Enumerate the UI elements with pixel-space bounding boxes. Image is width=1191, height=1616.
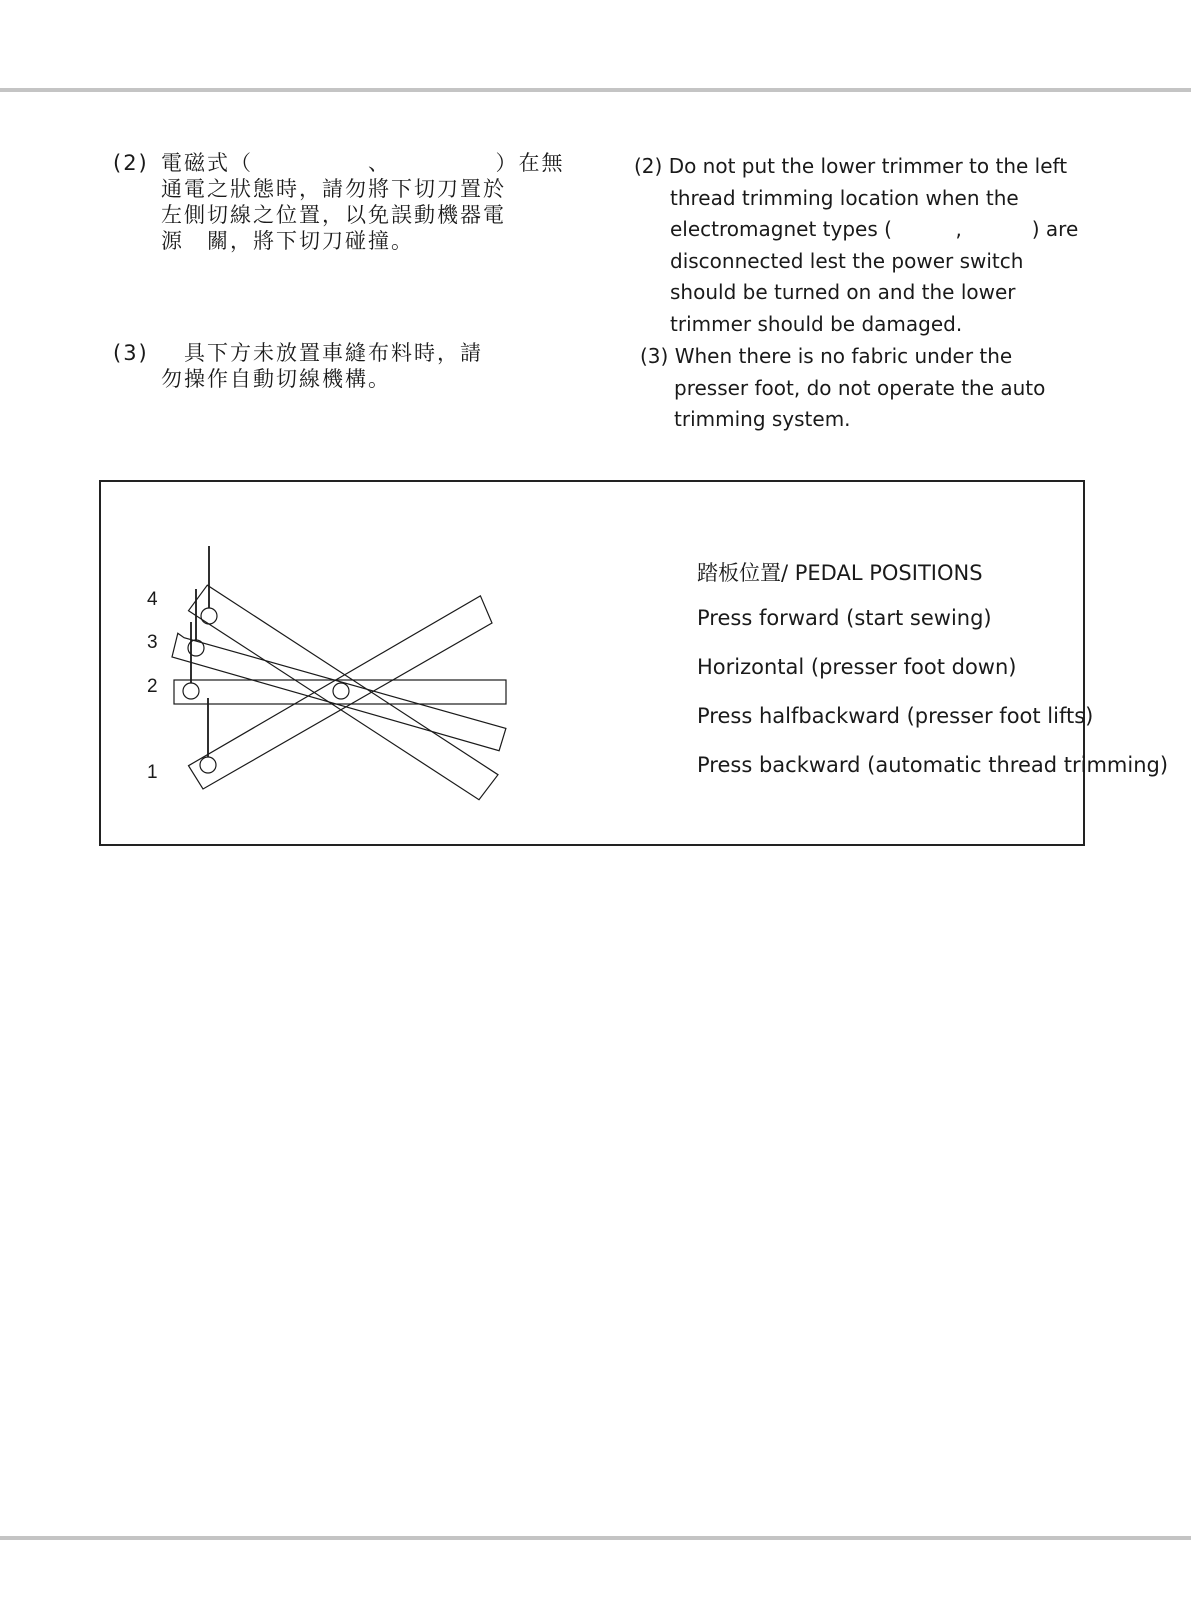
pedal-position-item: Press halfbackward (presser foot lifts) [697, 704, 1094, 728]
pedal-position-item: Horizontal (presser foot down) [697, 655, 1017, 679]
pedal-position-item: Press forward (start sewing) [697, 606, 992, 630]
header-rule [0, 88, 1191, 92]
zh-note-3-line: 勿操作自動切線機構。 [161, 367, 391, 391]
position-label-4: 4 [147, 589, 158, 610]
pivot-circle-4 [201, 608, 217, 624]
zh-note-2-line: 電磁式（ 、 ）在無 [161, 151, 565, 175]
en-note-2-line: (2) Do not put the lower trimmer to the left [634, 154, 1068, 178]
pedal-plate-3 [172, 633, 506, 750]
pedal-position-item: Press backward (automatic thread trimming) [697, 753, 1169, 777]
en-note-2-line: disconnected lest the power switch [670, 248, 1024, 273]
position-label-1: 1 [147, 762, 158, 783]
en-note-3-line: trimming system. [674, 407, 851, 432]
footer-rule [0, 1536, 1191, 1540]
position-label-3: 3 [147, 632, 158, 653]
en-note-2-line: trimmer should be damaged. [670, 312, 963, 336]
en-note-2-line: electromagnet types ( , ) are [670, 217, 1079, 242]
en-note-3-line: (3) When there is no fabric under the [640, 344, 1013, 368]
zh-note-2-line: 源 關，將下切刀碰撞。 [161, 229, 414, 253]
zh-note-2-line: 通電之狀態時，請勿將下切刀置於 [161, 177, 506, 201]
position-label-2: 2 [147, 676, 158, 697]
en-note-3 [640, 341, 1046, 467]
pivot-circle-1 [200, 757, 216, 773]
pedal-positions-title: 踏板位置/ PEDAL POSITIONS [697, 561, 983, 585]
pedal-plate-1 [189, 596, 493, 789]
en-note-2-line: thread trimming location when the [670, 185, 1019, 210]
pedal-positions-box [99, 480, 1169, 846]
pivot-circle-2 [183, 683, 199, 699]
pedal-diagram [101, 482, 661, 842]
zh-note-2-number: (2) [113, 151, 149, 175]
zh-note-2-line: 左側切線之位置，以免誤動機器電 [161, 203, 506, 227]
en-note-2-line: should be turned on and the lower [670, 280, 1016, 305]
pivot-circle-center [333, 683, 349, 699]
zh-note-3-number: (3) [113, 341, 149, 365]
zh-note-3-line: 具下方未放置車縫布料時，請 [161, 341, 483, 365]
pedal-plate-4 [189, 585, 499, 800]
en-note-3-line: presser foot, do not operate the auto [674, 375, 1046, 400]
